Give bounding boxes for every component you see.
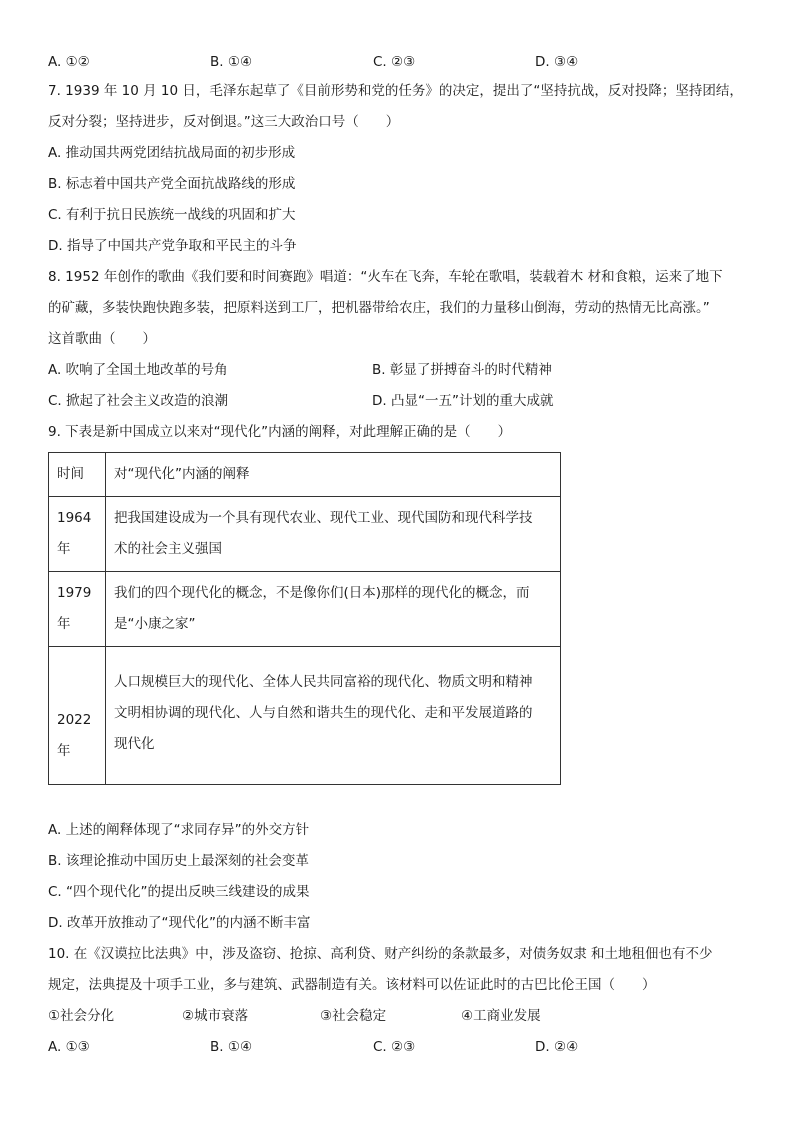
question-7: [48, 76, 768, 262]
q10-option-b[interactable]: B. ①④: [210, 1039, 253, 1055]
meaning-line: 我们的四个现代化的概念，不是像你们(日本)那样的现代化的概念，而: [114, 585, 530, 601]
year-number: 1979: [57, 585, 92, 601]
q8-option-a[interactable]: A. 吹响了全国土地改革的号角: [48, 362, 228, 378]
year-number: 2022: [57, 712, 92, 728]
q9-option-d[interactable]: D. 改革开放推动了“现代化”的内涵不断丰富: [48, 915, 311, 931]
meaning-line: 现代化: [114, 736, 155, 752]
q10-item-4: ④工商业发展: [461, 1008, 541, 1024]
q6-option-b[interactable]: B. ①④: [210, 54, 253, 70]
table-cell-year: [49, 572, 106, 647]
q8-option-b[interactable]: B. 彰显了拼搏奋斗的时代精神: [372, 362, 552, 378]
table-header-meaning: 对“现代化”内涵的阐释: [106, 453, 561, 497]
q7-option-a[interactable]: A. 推动国共两党团结抗战局面的初步形成: [48, 145, 296, 161]
question-9: [48, 417, 768, 939]
q10-options: [48, 1032, 768, 1063]
q6-options: [48, 50, 768, 76]
q8-options-row1: [48, 355, 768, 386]
q8-stem-line1: 8. 1952 年创作的歌曲《我们要和时间赛跑》唱道：“火车在飞奔，车轮在歌唱，装载着木 材和食粮，运来了地下: [48, 269, 723, 285]
q10-item-2: ②城市衰落: [182, 1008, 249, 1024]
q8-option-d[interactable]: D. 凸显“一五”计划的重大成就: [372, 393, 554, 409]
q10-item-3: ③社会稳定: [320, 1008, 387, 1024]
q10-option-a[interactable]: A. ①③: [48, 1039, 90, 1055]
q10-stem-line2: 规定，法典提及十项手工业，多与建筑、武器制造有关。该材料可以佐证此时的古巴比伦王国（ ）: [48, 977, 656, 993]
q8-stem-line3: 这首歌曲（ ）: [48, 331, 156, 347]
q9-option-c[interactable]: C. “四个现代化”的提出反映三线建设的成果: [48, 884, 310, 900]
year-number: 1964: [57, 510, 92, 526]
q6-option-d[interactable]: D. ③④: [535, 54, 579, 70]
q7-option-d[interactable]: D. 指导了中国共产党争取和平民主的斗争: [48, 238, 297, 254]
q9-option-a[interactable]: A. 上述的阐释体现了“求同存异”的外交方针: [48, 822, 310, 838]
q9-option-b[interactable]: B. 该理论推动中国历史上最深刻的社会变革: [48, 853, 309, 869]
q6-option-a[interactable]: A. ①②: [48, 54, 90, 70]
table-header-time: 时间: [49, 453, 106, 497]
table-spacer: [48, 785, 768, 815]
q8-stem-line2: 的矿藏，多装快跑快跑多装，把原料送到工厂，把机器带给农庄，我们的力量移山倒海，劳动的热情无比高涨。”: [48, 300, 710, 316]
meaning-line: 是“小康之家”: [114, 616, 196, 632]
question-8: [48, 262, 768, 417]
year-unit: 年: [57, 541, 71, 557]
meaning-line: 人口规模巨大的现代化、全体人民共同富裕的现代化、物质文明和精神: [114, 674, 533, 690]
q6-option-c[interactable]: C. ②③: [373, 54, 416, 70]
q7-stem-line1: 7. 1939 年 10 月 10 日，毛泽东起草了《目前形势和党的任务》的决定，提出了“坚持抗战，反对投降；坚持团结，: [48, 83, 743, 99]
q7-option-c[interactable]: C. 有利于抗日民族统一战线的巩固和扩大: [48, 207, 296, 223]
table-cell-meaning: [106, 497, 561, 572]
q8-option-c[interactable]: C. 掀起了社会主义改造的浪潮: [48, 393, 229, 409]
q7-stem-line2: 反对分裂；坚持进步，反对倒退。”这三大政治口号（ ）: [48, 114, 400, 130]
year-unit: 年: [57, 743, 71, 759]
table-row: [49, 497, 561, 572]
question-10: [48, 939, 768, 1063]
q9-stem: 9. 下表是新中国成立以来对“现代化”内涵的阐释，对此理解正确的是（ ）: [48, 424, 512, 440]
q8-options-row2: [48, 386, 768, 417]
table-header-row: [49, 453, 561, 497]
q10-stem-line1: 10. 在《汉谟拉比法典》中，涉及盗窃、抢掠、高利贷、财产纠纷的条款最多，对债务奴隶 和土地租佃也有不少: [48, 946, 713, 962]
table-cell-meaning: [106, 572, 561, 647]
meaning-line: 文明相协调的现代化、人与自然和谐共生的现代化、走和平发展道路的: [114, 705, 533, 721]
modernization-table: [48, 452, 561, 785]
table-cell-meaning: [106, 647, 561, 785]
table-cell-year: [49, 647, 106, 785]
table-row: [49, 572, 561, 647]
q10-items: [48, 1001, 768, 1032]
table-cell-year: [49, 497, 106, 572]
q10-item-1: ①社会分化: [48, 1008, 115, 1024]
exam-page: [48, 50, 768, 1063]
meaning-line: 把我国建设成为一个具有现代农业、现代工业、现代国防和现代科学技: [114, 510, 533, 526]
table-row: [49, 647, 561, 785]
meaning-line: 术的社会主义强国: [114, 541, 222, 557]
year-unit: 年: [57, 616, 71, 632]
q10-option-d[interactable]: D. ②④: [535, 1039, 579, 1055]
q10-option-c[interactable]: C. ②③: [373, 1039, 416, 1055]
q7-option-b[interactable]: B. 标志着中国共产党全面抗战路线的形成: [48, 176, 296, 192]
